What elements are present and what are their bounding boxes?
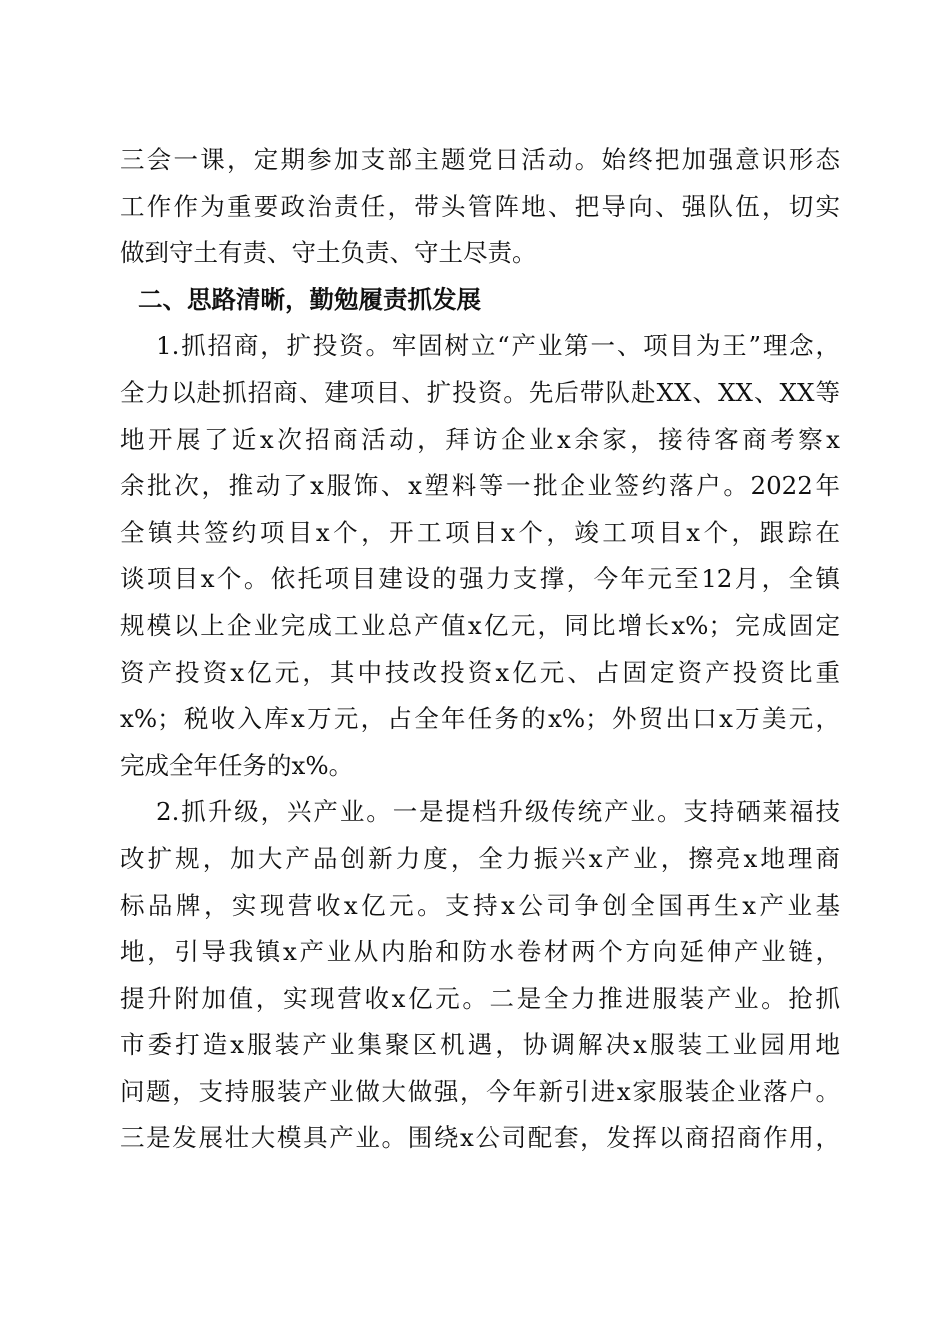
paragraph-industry-upgrade (120, 789, 840, 1162)
text-line: 问题，支持服装产业做大做强，今年新引进x家服装企业落户。 (120, 1076, 840, 1106)
text-line: 全镇共签约项目x个，开工项目x个，竣工项目x个，跟踪在 (120, 517, 840, 547)
text-line: 改扩规，加大产品创新力度，全力振兴x产业，擦亮x地理商 (120, 843, 840, 873)
text-line: 全力以赴抓招商、建项目、扩投资。先后带队赴XX、XX、XX等 (120, 377, 840, 407)
text-line: 三是发展壮大模具产业。围绕x公司配套，发挥以商招商作用， (120, 1123, 840, 1153)
text-line: 地开展了近x次招商活动，拜访企业x余家，接待客商考察x (120, 424, 840, 454)
document-page (120, 137, 840, 1162)
text-line: 工作作为重要政治责任，带头管阵地、把导向、强队伍，切实 (120, 191, 840, 221)
text-line: 规模以上企业完成工业总产值x亿元，同比增长x%；完成固定 (120, 610, 840, 640)
text-line: 谈项目x个。依托项目建设的强力支撑，今年元至12月，全镇 (120, 564, 840, 594)
paragraph-party-building (120, 137, 840, 277)
text-line: 地，引导我镇x产业从内胎和防水卷材两个方向延伸产业链， (120, 937, 840, 967)
text-line: 市委打造x服装产业集聚区机遇，协调解决x服装工业园用地 (120, 1030, 840, 1060)
text-line: x%；税收入库x万元，占全年任务的x%；外贸出口x万美元， (120, 704, 840, 734)
text-line: 资产投资x亿元，其中技改投资x亿元、占固定资产投资比重 (120, 657, 840, 687)
text-line: 1.抓招商，扩投资。牢固树立“产业第一、项目为王”理念， (156, 331, 840, 361)
text-line: 标品牌，实现营收x亿元。支持x公司争创全国再生x产业基 (120, 890, 840, 920)
text-line: 余批次，推动了x服饰、x塑料等一批企业签约落户。2022年 (120, 471, 840, 501)
text-line: 完成全年任务的x%。 (120, 750, 354, 780)
text-line: 三会一课，定期参加支部主题党日活动。始终把加强意识形态 (120, 145, 840, 174)
text-line: 提升附加值，实现营收x亿元。二是全力推进服装产业。抢抓 (120, 983, 840, 1013)
section-heading: 二、思路清晰，勤勉履责抓发展 (138, 284, 481, 314)
text-line: 2.抓升级，兴产业。一是提档升级传统产业。支持硒莱福技 (156, 797, 840, 827)
text-line: 做到守土有责、守土负责、守土尽责。 (120, 238, 537, 268)
paragraph-investment (120, 323, 840, 789)
